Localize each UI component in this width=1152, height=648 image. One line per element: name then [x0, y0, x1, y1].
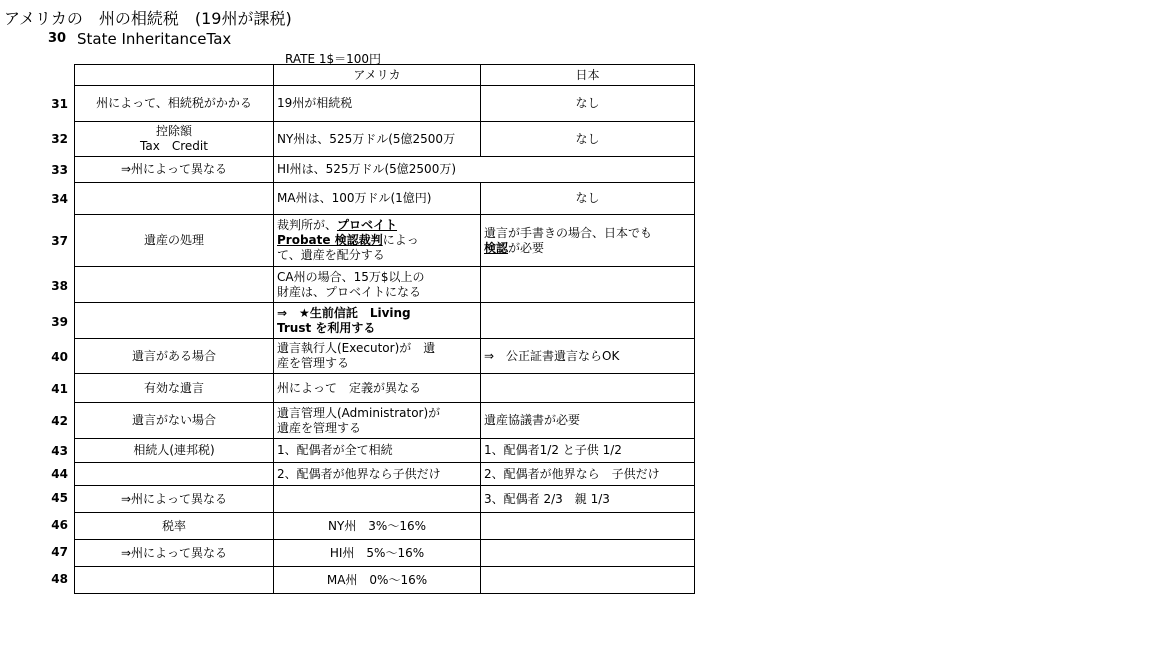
- table-cell: HI州は、525万ドル(5億2500万): [274, 157, 695, 183]
- table-cell: [274, 403, 481, 439]
- table-cell: [481, 513, 695, 540]
- table-cell: 2、配偶者が他界なら子供だけ: [274, 463, 481, 486]
- table-cell: [75, 65, 274, 86]
- table-cell: [481, 303, 695, 339]
- table-cell: [481, 267, 695, 303]
- table-cell: 1、配偶者1/2 と子供 1/2: [481, 439, 695, 463]
- table-cell: 相続人(連邦税): [75, 439, 274, 463]
- row-number: 48: [51, 572, 68, 586]
- row-number: 33: [51, 163, 68, 177]
- subtitle: State InheritanceTax: [77, 30, 232, 48]
- table-cell: 州によって 定義が異なる: [274, 374, 481, 403]
- cell-line: 控除額: [155, 124, 192, 138]
- table-cell: 遺産協議書が必要: [481, 403, 695, 439]
- table-row: [75, 513, 695, 540]
- page-title: アメリカの 州の相続税 (19州が課税): [4, 9, 292, 28]
- cell-line: Tax Credit: [140, 139, 208, 153]
- table-cell: [75, 567, 274, 594]
- cell-text: によっ: [382, 233, 419, 247]
- table-cell: [75, 267, 274, 303]
- table-cell: [274, 339, 481, 374]
- table-row: [75, 374, 695, 403]
- table-row: [75, 339, 695, 374]
- column-header-usa: アメリカ: [274, 65, 481, 86]
- cell-line: 遺言執行人(Executor)が 遺: [277, 341, 436, 355]
- table-cell: 州によって、相続税がかかる: [75, 86, 274, 122]
- table-header-row: [75, 65, 695, 86]
- table-cell: 遺言がない場合: [75, 403, 274, 439]
- table-cell: [481, 374, 695, 403]
- table-cell: [481, 567, 695, 594]
- table-cell: なし: [481, 86, 695, 122]
- row-number: 45: [51, 491, 68, 505]
- table-cell: [274, 215, 481, 267]
- table-cell: [274, 303, 481, 339]
- row-number: 46: [51, 518, 68, 532]
- row-number: 39: [51, 315, 68, 329]
- table-cell: [75, 463, 274, 486]
- table-row: [75, 567, 695, 594]
- table-row: [75, 486, 695, 513]
- cell-line: Trust を利用する: [277, 320, 376, 335]
- table-cell: [481, 215, 695, 267]
- table-row: [75, 267, 695, 303]
- inheritance-tax-table: [74, 64, 695, 594]
- row-number: 32: [51, 132, 68, 146]
- table-cell: NY州は、525万ドル(5億2500万: [274, 122, 481, 157]
- subtitle-row-number: 30: [48, 31, 67, 46]
- cell-line: 産を管理する: [277, 356, 350, 370]
- row-number: 47: [51, 545, 68, 559]
- table-cell: [75, 303, 274, 339]
- row-number: 41: [51, 382, 68, 396]
- table-cell: 有効な遺言: [75, 374, 274, 403]
- table-cell: 税率: [75, 513, 274, 540]
- row-number: 31: [51, 97, 68, 111]
- table-cell: 1、配偶者が全て相続: [274, 439, 481, 463]
- table-cell: NY州 3%～16%: [274, 513, 481, 540]
- cell-text: が必要: [508, 240, 545, 255]
- table-cell: MA州は、100万ドル(1億円): [274, 183, 481, 215]
- table-cell: ⇒州によって異なる: [75, 540, 274, 567]
- table-row: [75, 303, 695, 339]
- column-header-japan: 日本: [481, 65, 695, 86]
- row-number: 42: [51, 414, 68, 428]
- row-number: 40: [51, 350, 68, 364]
- table-cell: 遺産の処理: [75, 215, 274, 267]
- table-cell: MA州 0%～16%: [274, 567, 481, 594]
- table-cell: なし: [481, 122, 695, 157]
- table-cell: [75, 183, 274, 215]
- table-row: [75, 157, 695, 183]
- cell-line: 遺産を管理する: [277, 420, 362, 435]
- table-row: [75, 463, 695, 486]
- row-number: 34: [51, 192, 68, 206]
- table-row: [75, 122, 695, 157]
- kennin-term: 検認: [484, 240, 509, 255]
- row-number: 37: [51, 234, 68, 248]
- table-cell: 2、配偶者が他界なら 子供だけ: [481, 463, 695, 486]
- table-cell: [481, 540, 695, 567]
- cell-line: 遺言管理人(Administrator)が: [277, 405, 441, 420]
- row-number: 44: [51, 467, 68, 481]
- table-row: [75, 540, 695, 567]
- table-cell: 遺言がある場合: [75, 339, 274, 374]
- cell-line: て、遺産を配分する: [277, 248, 385, 262]
- exchange-rate-label: RATE 1$＝100円: [285, 52, 382, 66]
- table-cell: ⇒州によって異なる: [75, 486, 274, 513]
- table-cell: 19州が相続税: [274, 86, 481, 122]
- table-cell: HI州 5%～16%: [274, 540, 481, 567]
- table-cell: ⇒ 公正証書遺言ならOK: [481, 339, 695, 374]
- cell-line: 財産は、プロベイトになる: [277, 284, 422, 299]
- table-cell: ⇒州によって異なる: [75, 157, 274, 183]
- probate-term: プロベイト: [337, 218, 398, 232]
- cell-text: 裁判所が、: [277, 218, 338, 232]
- table-cell: [274, 267, 481, 303]
- table-cell: 3、配偶者 2/3 親 1/3: [481, 486, 695, 513]
- row-number: 43: [51, 444, 68, 458]
- table-cell: [75, 122, 274, 157]
- table-row: [75, 439, 695, 463]
- table-cell: なし: [481, 183, 695, 215]
- table-cell: [274, 486, 481, 513]
- cell-line: CA州の場合、15万$以上の: [277, 269, 425, 284]
- cell-line: 遺言が手書きの場合、日本でも: [484, 225, 653, 240]
- row-number: 38: [51, 279, 68, 293]
- table-row: [75, 183, 695, 215]
- table-row: [75, 403, 695, 439]
- cell-line: ⇒ ★生前信託 Living: [277, 305, 411, 320]
- probate-term-en: Probate 検認裁判: [277, 233, 383, 247]
- table-row: [75, 86, 695, 122]
- table-row: [75, 215, 695, 267]
